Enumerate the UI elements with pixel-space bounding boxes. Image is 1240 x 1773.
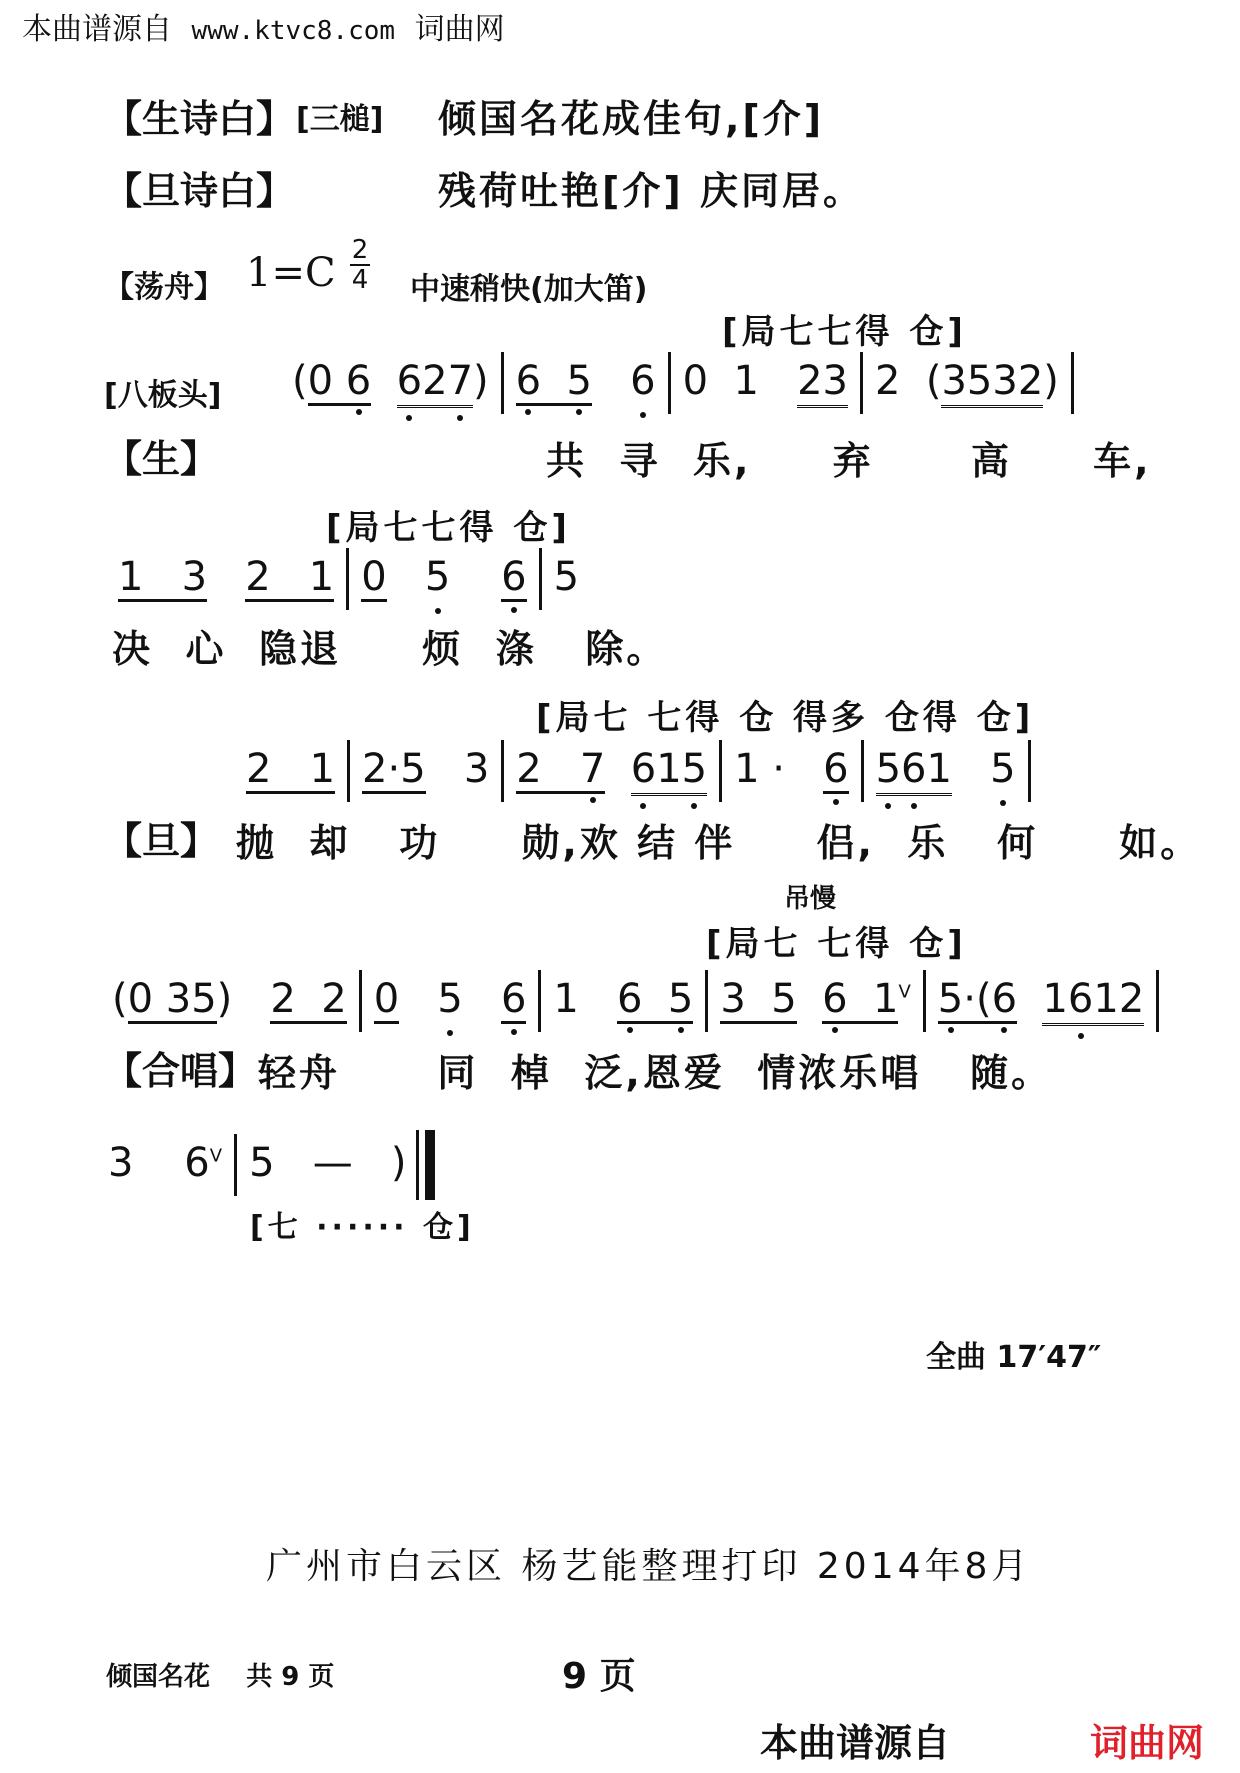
lyric-char: 棹 <box>510 1051 552 1095</box>
lyric-char: 何 <box>997 821 1039 865</box>
lyric-char: 舟 <box>299 1051 341 1095</box>
time-bottom: 4 <box>351 265 369 295</box>
barline <box>346 548 349 610</box>
notation-text: ( <box>292 358 308 404</box>
lyric-char: 欢 <box>579 821 621 865</box>
lyric-char: 如。 <box>1119 821 1202 865</box>
notation-text: 0 <box>373 976 400 1022</box>
lyric-char: 唱 <box>880 1051 922 1095</box>
lyric-char: 浓 <box>798 1051 840 1095</box>
lyric-char: 车, <box>1093 439 1152 483</box>
notation-text: 2 2 <box>270 976 347 1022</box>
barline <box>501 740 504 802</box>
lyric-char: 轻 <box>258 1051 300 1095</box>
barline <box>1071 352 1074 414</box>
percussion-3: [局七 七得 仓 得多 仓得 仓] <box>536 698 1035 738</box>
lyric-char: 共 <box>546 439 588 483</box>
cue-sanchui: [三槌] <box>296 102 384 137</box>
percussion-1: [局七七得 仓] <box>722 312 967 352</box>
lyric-char: 高 <box>970 439 1012 483</box>
site-brand: 词曲网 <box>414 12 505 47</box>
lyric-char: 爱 <box>683 1051 725 1095</box>
barline <box>538 970 541 1032</box>
credit-line: 广州市白云区 杨艺能整理打印 2014年8月 <box>266 1546 1032 1587</box>
lyrics-row-1 <box>546 430 1152 485</box>
footer-brand-source: 本曲谱源自 <box>760 1721 951 1765</box>
tempo-diaoman: 吊慢 <box>784 884 837 914</box>
barline <box>1156 970 1159 1032</box>
poem-line-2: 残荷吐艳[介] 庆同居。 <box>438 169 864 213</box>
footer-brand-logo[interactable]: 词曲网 <box>1090 1721 1205 1765</box>
lyric-char: 功 <box>399 821 441 865</box>
lyric-char: 决 <box>112 627 154 671</box>
notation-row-2: 1 3 2 1 0 5 6 5 <box>118 548 579 610</box>
site-url[interactable]: www.ktvc8.com <box>191 16 396 46</box>
role-chorus: 【合唱】 <box>104 1049 257 1093</box>
time-top: 2 <box>351 235 369 265</box>
notation-text: 6 5 <box>617 976 694 1022</box>
percussion-5: [七 ······ 仓] <box>250 1210 475 1245</box>
barline <box>719 740 722 802</box>
notation-text: 2·5 <box>362 746 426 792</box>
notation-text: 1 3 <box>118 554 208 600</box>
lyric-char: 结 <box>637 821 679 865</box>
footer-total-pages: 共 9 页 <box>246 1662 335 1692</box>
footer-song-title: 倾国名花 <box>106 1662 211 1692</box>
notation-text: 5 <box>990 746 1016 792</box>
lyric-char: 乐 <box>839 1051 881 1095</box>
lyric-char: 烦 <box>422 627 464 671</box>
notation-text: 6 1 <box>822 976 899 1022</box>
barline <box>860 352 863 414</box>
lyric-char: 退 <box>299 627 341 671</box>
lyric-char: 涤 <box>495 627 537 671</box>
barline <box>234 1134 237 1196</box>
notation-row-3: 2 1 2·5 3 2 7 615 1 · 6 561 5 <box>246 740 1043 802</box>
barline <box>501 352 504 414</box>
role-dan-poem: 【旦诗白】 <box>104 169 295 213</box>
notation-text: 0 <box>361 554 387 600</box>
key-signature: 1=C <box>246 250 336 296</box>
lyric-char: 乐 <box>907 821 949 865</box>
time-signature <box>350 236 370 294</box>
notation-text: 615 <box>631 749 707 796</box>
notation-text: 6 <box>630 358 656 404</box>
barline <box>923 970 926 1032</box>
notation-text: 3 5 <box>720 976 797 1022</box>
notation-row-5: 3 $6^V$ 5 — ) <box>108 1130 435 1200</box>
notation-text: 5·(6 <box>937 976 1018 1022</box>
notation-row-1: (0 6 627) 6 5 6 0 1 23 2 (3532) <box>292 352 1086 414</box>
site-name: 本曲谱源自 <box>22 12 172 47</box>
lyric-char: 伴 <box>694 821 736 865</box>
notation-text: 23 <box>797 361 848 408</box>
notation-row-4: (0 35) 2 2 0 5 6 1 6 5 3 5 6 $1^V$ 5·(6 1612 <box>112 970 1171 1032</box>
lyric-char: 除。 <box>585 627 668 671</box>
barline <box>1028 740 1031 802</box>
barline <box>539 548 542 610</box>
total-duration: 全曲 17′47″ <box>926 1340 1102 1375</box>
footer-title <box>106 1656 334 1693</box>
site-header <box>22 4 505 48</box>
label-babantou: [八板头] <box>104 378 222 413</box>
percussion-4: [局七 七得 仓] <box>706 924 967 964</box>
notation-text: 2 1 <box>246 746 336 792</box>
notation-text: 627 <box>397 361 473 408</box>
lyric-char: 寻 <box>619 439 661 483</box>
notation-text: 3532 <box>941 361 1043 408</box>
percussion-2: [局七七得 仓] <box>326 508 571 548</box>
notation-text: 6 5 <box>515 358 592 404</box>
notation-text: 0 35 <box>127 976 217 1022</box>
lyric-char: 随。 <box>970 1051 1053 1095</box>
lyric-char: 乐, <box>692 439 752 483</box>
notation-text: 2 1 <box>245 554 335 600</box>
lyric-char: 却 <box>309 821 351 865</box>
lyrics-row-4 <box>258 1042 1052 1097</box>
lyrics-row-3 <box>236 812 1201 867</box>
page-number: 9 页 <box>562 1656 636 1697</box>
notation-text: 6 <box>500 976 527 1022</box>
notation-text: 6 <box>823 746 849 792</box>
role-sheng: 【生】 <box>104 437 219 481</box>
final-barline-thin <box>416 1130 419 1200</box>
lyric-char: 弃 <box>832 439 874 483</box>
barline <box>705 970 708 1032</box>
lyrics-row-2 <box>112 618 667 673</box>
role-sheng-poem: 【生诗白】 <box>104 97 295 141</box>
barline <box>359 970 362 1032</box>
lyric-char: 情 <box>757 1051 799 1095</box>
lyric-char: 泛, <box>584 1051 643 1095</box>
notation-text: 5 <box>424 554 451 600</box>
notation-text: 5 <box>437 976 463 1022</box>
notation-text: 2 7 <box>516 746 606 792</box>
barline <box>861 740 864 802</box>
lyric-char: 同 <box>437 1051 479 1095</box>
notation-text: 6 <box>501 554 527 600</box>
notation-text: 1612 <box>1042 979 1144 1026</box>
tempo-marking: 中速稍快(加大笛) <box>410 272 648 307</box>
lyric-char: 恩 <box>642 1051 684 1095</box>
lyric-char: 心 <box>185 627 227 671</box>
lyric-char: 抛 <box>236 821 278 865</box>
role-dan: 【旦】 <box>104 819 219 863</box>
poem-line-1: 倾国名花成佳句,[介] <box>438 97 825 141</box>
final-barline-thick <box>425 1130 435 1200</box>
lyric-char: 勋, <box>521 821 580 865</box>
tune-name: 【荡舟】 <box>104 270 224 305</box>
barline <box>668 352 671 414</box>
notation-text: 0 6 <box>307 358 372 404</box>
lyric-char: 侣, <box>816 821 875 865</box>
notation-text: 561 <box>876 749 952 796</box>
lyric-char: 隐 <box>258 627 300 671</box>
barline <box>347 740 350 802</box>
